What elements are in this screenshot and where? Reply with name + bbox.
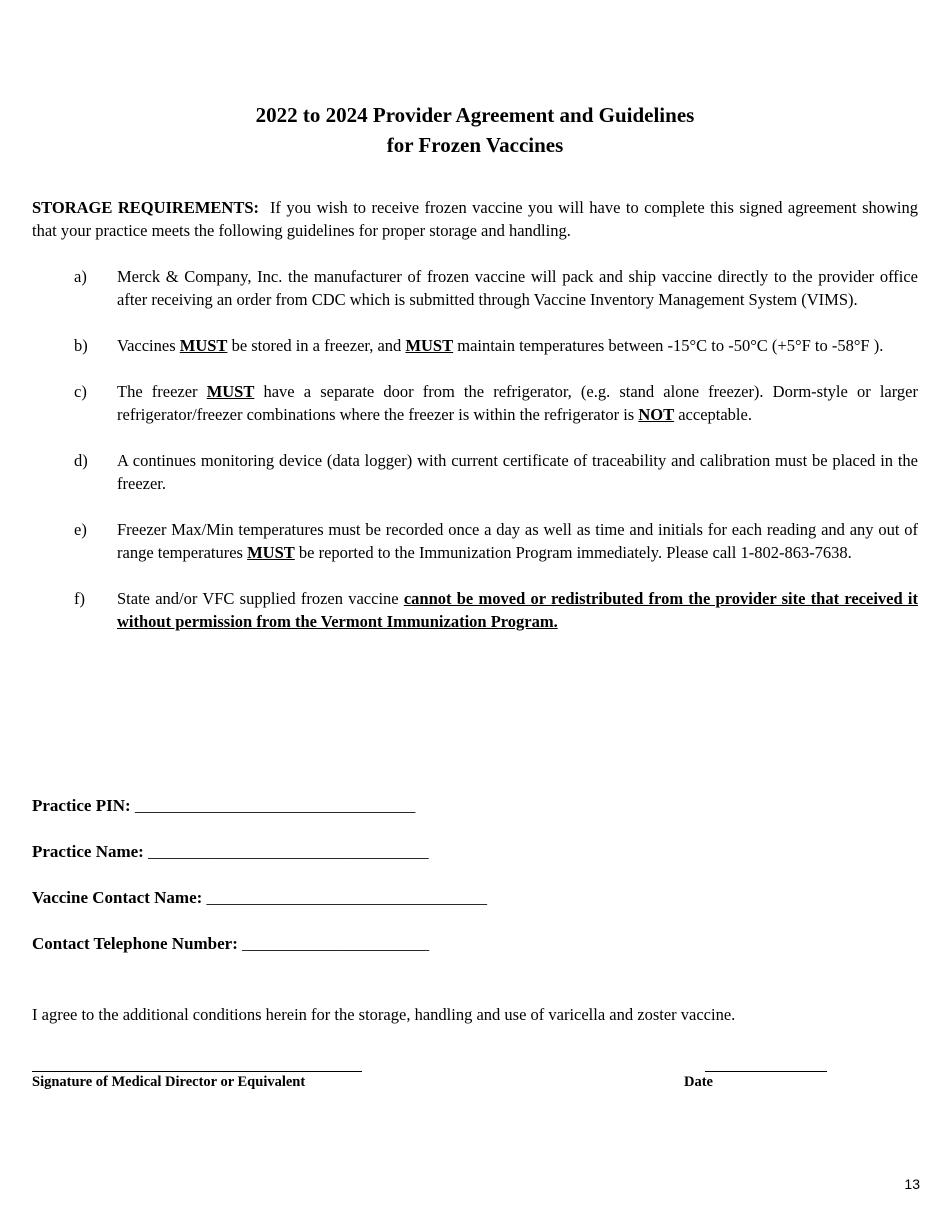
item-text: A continues monitoring device (data logger) with current certificate of traceability and calibration must be placed in the freezer. — [117, 451, 918, 493]
practice-name-field[interactable] — [32, 841, 918, 887]
text-segment: acceptable. — [674, 405, 752, 424]
title-line-1: 2022 to 2024 Provider Agreement and Guidelines — [255, 103, 695, 127]
emphasis-must: MUST — [206, 382, 255, 401]
item-text — [117, 334, 918, 357]
signature-line[interactable] — [32, 1057, 362, 1072]
guidelines-list — [32, 265, 918, 656]
item-label: b) — [74, 336, 88, 355]
text-segment: Vaccines — [117, 336, 180, 355]
guideline-item-f — [32, 587, 918, 633]
vaccine-contact-name-field[interactable] — [32, 887, 918, 933]
date-label: Date — [684, 1074, 713, 1090]
fill-line[interactable]: _________________________________ — [148, 842, 429, 861]
text-segment: be stored in a freezer, and — [227, 336, 406, 355]
item-label: e) — [74, 520, 87, 539]
emphasis-must: MUST — [405, 336, 454, 355]
intro-text: If you wish to receive frozen vaccine you will have to complete this signed agreement showing that your practice meets the following guidelines for proper storage and handling. — [32, 198, 918, 240]
emphasis-redistribution: cannot be moved or redistributed from the provider site that received it without permission from the Vermont Immunization Program. — [117, 589, 918, 631]
text-segment: State and/or VFC supplied frozen vaccine — [117, 589, 404, 608]
storage-requirements-intro — [32, 196, 918, 242]
emphasis-not: NOT — [638, 405, 675, 424]
agreement-statement: I agree to the additional conditions herein for the storage, handling and use of varicella and zoster vaccine. — [32, 1005, 736, 1024]
field-label: Practice PIN: — [32, 796, 131, 815]
item-text — [117, 587, 918, 633]
item-text: Merck & Company, Inc. the manufacturer of frozen vaccine will pack and ship vaccine directly to the provider office after receiving an order from CDC which is submitted through Vaccine Inventory Management System (VIMS). — [117, 267, 918, 309]
document-title — [0, 100, 950, 160]
fill-line[interactable]: _________________________________ — [134, 796, 416, 815]
contact-telephone-field[interactable] — [32, 933, 918, 979]
guideline-item-a — [32, 265, 918, 311]
fill-line[interactable]: _________________________________ — [206, 888, 488, 907]
guideline-item-e — [32, 518, 918, 564]
emphasis-must: MUST — [247, 543, 295, 562]
text-segment: Freezer Max/Min temperatures must be recorded once a day as well as time and initials for each reading and any out of range temperatures — [117, 520, 918, 562]
intro-heading: STORAGE REQUIREMENTS: — [32, 198, 260, 217]
practice-info-fields — [32, 795, 918, 979]
page-number: 13 — [904, 1176, 920, 1192]
field-label: Vaccine Contact Name: — [32, 888, 203, 907]
field-label: Practice Name: — [32, 842, 144, 861]
item-text — [117, 518, 918, 564]
text-segment: have a separate door from the refrigerator, (e.g. stand alone freezer). Dorm-style or larger refrigerator/freezer combinations where the freezer is within the refrigerator is — [117, 382, 918, 424]
item-label: c) — [74, 382, 87, 401]
title-line-2: for Frozen Vaccines — [386, 133, 564, 157]
emphasis-must: MUST — [179, 336, 228, 355]
guideline-item-d — [32, 449, 918, 495]
item-label: d) — [74, 451, 88, 470]
field-label: Contact Telephone Number: — [32, 934, 238, 953]
date-line[interactable] — [705, 1057, 827, 1072]
signature-label: Signature of Medical Director or Equivalent — [32, 1074, 306, 1090]
fill-line[interactable]: ______________________ — [242, 934, 430, 953]
guideline-item-c — [32, 380, 918, 426]
item-label: f) — [74, 589, 85, 608]
text-segment: be reported to the Immunization Program immediately. Please call 1-802-863-7638. — [294, 543, 852, 562]
practice-pin-field[interactable] — [32, 795, 918, 841]
text-segment: maintain temperatures between -15°C to -50°C (+5°F to -58°F ). — [453, 336, 884, 355]
item-text — [117, 380, 918, 426]
text-segment: The freezer — [117, 382, 207, 401]
guideline-item-b — [32, 334, 918, 357]
item-label: a) — [74, 267, 87, 286]
